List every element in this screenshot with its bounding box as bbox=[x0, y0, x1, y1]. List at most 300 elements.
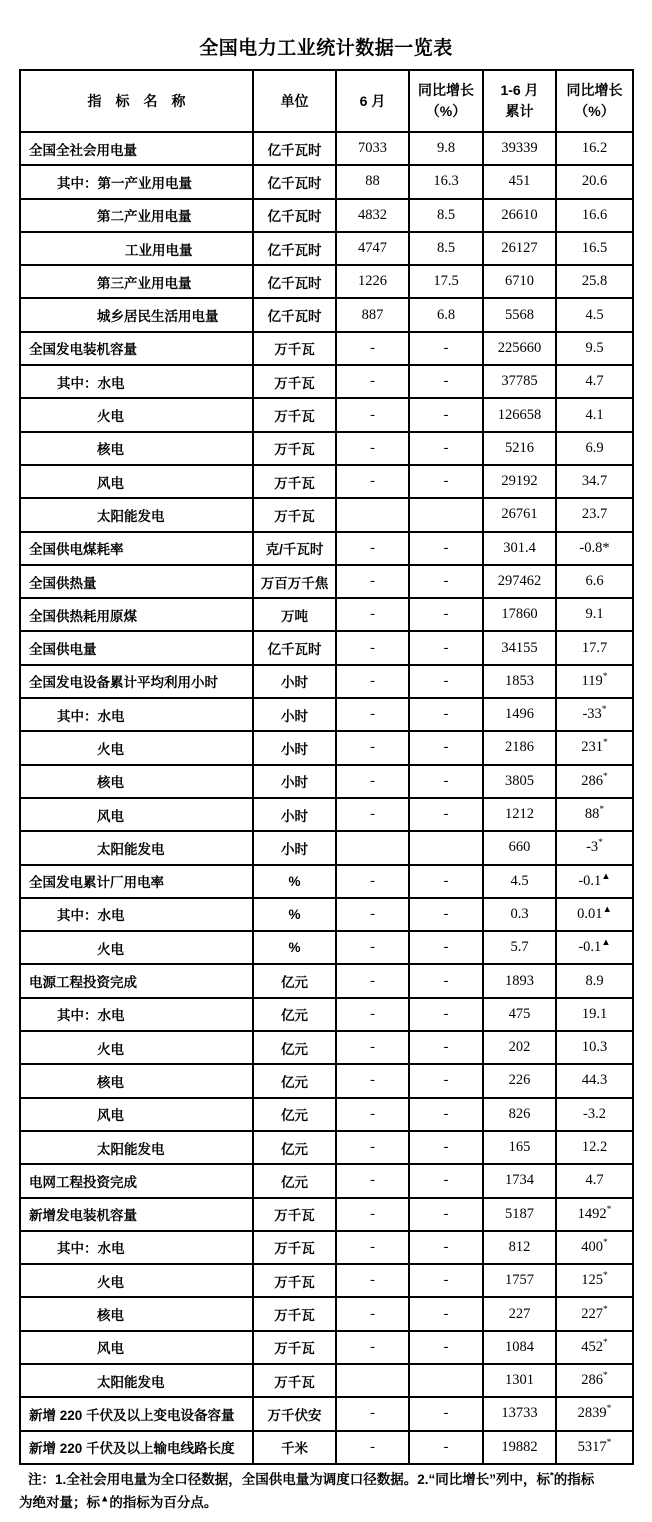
june-value-cell: - bbox=[336, 1131, 409, 1164]
june-yoy-cell: - bbox=[409, 1031, 483, 1064]
june-yoy-cell: - bbox=[409, 898, 483, 931]
yoy-marker: * bbox=[603, 771, 608, 782]
cumulative-value-cell: 1734 bbox=[483, 1164, 556, 1197]
indicator-cell: 全国全社会用电量 bbox=[20, 132, 253, 165]
june-value-cell bbox=[336, 498, 409, 531]
cumulative-value-cell: 165 bbox=[483, 1131, 556, 1164]
table-row bbox=[20, 831, 633, 864]
table-row bbox=[20, 1431, 633, 1464]
indicator-cell: 工业用电量 bbox=[20, 232, 253, 265]
cumulative-value-cell: 6710 bbox=[483, 265, 556, 298]
indicator-cell: 全国供电量 bbox=[20, 631, 253, 664]
indicator-cell: 太阳能发电 bbox=[20, 831, 253, 864]
unit-cell: 亿千瓦时 bbox=[253, 232, 336, 265]
unit-cell: 亿元 bbox=[253, 1131, 336, 1164]
table-row bbox=[20, 298, 633, 331]
june-value-cell: - bbox=[336, 532, 409, 565]
cumulative-yoy-cell: 12.2 bbox=[556, 1131, 633, 1164]
table-row bbox=[20, 998, 633, 1031]
unit-cell: % bbox=[253, 865, 336, 898]
unit-cell: 万百万千焦 bbox=[253, 565, 336, 598]
june-value-cell: - bbox=[336, 1031, 409, 1064]
indicator-cell: 核电 bbox=[20, 765, 253, 798]
yoy-marker: ▲ bbox=[601, 938, 611, 949]
indicator-cell: 其中：水电 bbox=[20, 998, 253, 1031]
indicator-cell: 第三产业用电量 bbox=[20, 265, 253, 298]
june-yoy-cell: - bbox=[409, 532, 483, 565]
june-yoy-cell: - bbox=[409, 998, 483, 1031]
table-row bbox=[20, 1231, 633, 1264]
june-value-cell: 88 bbox=[336, 165, 409, 198]
unit-cell: 亿千瓦时 bbox=[253, 165, 336, 198]
header-cumulative-yoy bbox=[556, 70, 633, 132]
table-row bbox=[20, 865, 633, 898]
indicator-cell: 其中：水电 bbox=[20, 898, 253, 931]
table-row bbox=[20, 1131, 633, 1164]
cumulative-value-cell: 19882 bbox=[483, 1431, 556, 1464]
indicator-cell: 新增发电装机容量 bbox=[20, 1198, 253, 1231]
table-row bbox=[20, 465, 633, 498]
unit-cell: 亿千瓦时 bbox=[253, 265, 336, 298]
june-value-cell: - bbox=[336, 731, 409, 764]
june-yoy-cell: - bbox=[409, 731, 483, 764]
june-yoy-cell: - bbox=[409, 1331, 483, 1364]
cumulative-yoy-cell: 1492* bbox=[556, 1198, 633, 1231]
yoy-marker: * bbox=[599, 805, 605, 816]
unit-cell: 万千伏安 bbox=[253, 1397, 336, 1430]
june-yoy-cell: 9.8 bbox=[409, 132, 483, 165]
unit-cell: 亿元 bbox=[253, 998, 336, 1031]
cumulative-value-cell: 5.7 bbox=[483, 931, 556, 964]
table-row bbox=[20, 1364, 633, 1397]
june-value-cell: - bbox=[336, 631, 409, 664]
header-cumulative-yoy-line1: 同比增长 bbox=[566, 82, 623, 98]
june-yoy-cell: - bbox=[409, 631, 483, 664]
header-cumulative-line1: 1-6 月 bbox=[500, 82, 539, 98]
unit-cell: 万千瓦 bbox=[253, 398, 336, 431]
cumulative-value-cell: 226 bbox=[483, 1064, 556, 1097]
table-row bbox=[20, 898, 633, 931]
june-value-cell: 4832 bbox=[336, 199, 409, 232]
cumulative-yoy-cell: 25.8 bbox=[556, 265, 633, 298]
june-yoy-cell: 17.5 bbox=[409, 265, 483, 298]
table-row bbox=[20, 265, 633, 298]
june-value-cell: 4747 bbox=[336, 232, 409, 265]
yoy-marker: * bbox=[603, 1371, 608, 1382]
cumulative-value-cell: 1757 bbox=[483, 1264, 556, 1297]
cumulative-yoy-cell: 8.9 bbox=[556, 964, 633, 997]
cumulative-yoy-cell: 16.6 bbox=[556, 199, 633, 232]
cumulative-yoy-cell: 6.6 bbox=[556, 565, 633, 598]
cumulative-value-cell: 5187 bbox=[483, 1198, 556, 1231]
unit-cell: 万千瓦 bbox=[253, 498, 336, 531]
june-yoy-cell: - bbox=[409, 565, 483, 598]
unit-cell: 克/千瓦时 bbox=[253, 532, 336, 565]
indicator-cell: 新增 220 千伏及以上输电线路长度 bbox=[20, 1431, 253, 1464]
indicator-cell: 风电 bbox=[20, 1331, 253, 1364]
cumulative-value-cell: 227 bbox=[483, 1297, 556, 1330]
june-value-cell: - bbox=[336, 1164, 409, 1197]
june-value-cell: - bbox=[336, 1297, 409, 1330]
cumulative-yoy-cell: 4.7 bbox=[556, 1164, 633, 1197]
june-yoy-cell: - bbox=[409, 465, 483, 498]
june-value-cell: - bbox=[336, 432, 409, 465]
cumulative-value-cell: 1084 bbox=[483, 1331, 556, 1364]
cumulative-yoy-cell: 227* bbox=[556, 1297, 633, 1330]
june-yoy-cell bbox=[409, 1364, 483, 1397]
indicator-cell: 电源工程投资完成 bbox=[20, 964, 253, 997]
cumulative-yoy-cell: 0.01▲ bbox=[556, 898, 633, 931]
table-row bbox=[20, 232, 633, 265]
cumulative-yoy-cell: -3.2 bbox=[556, 1098, 633, 1131]
unit-cell: 万千瓦 bbox=[253, 1198, 336, 1231]
cumulative-yoy-cell: 4.5 bbox=[556, 298, 633, 331]
june-yoy-cell: 16.3 bbox=[409, 165, 483, 198]
june-yoy-cell: 8.5 bbox=[409, 199, 483, 232]
cumulative-value-cell: 4.5 bbox=[483, 865, 556, 898]
june-value-cell: - bbox=[336, 798, 409, 831]
june-yoy-cell: - bbox=[409, 1131, 483, 1164]
cumulative-yoy-cell: 125* bbox=[556, 1264, 633, 1297]
indicator-cell: 火电 bbox=[20, 1264, 253, 1297]
unit-cell: 万千瓦 bbox=[253, 1297, 336, 1330]
cumulative-value-cell: 1212 bbox=[483, 798, 556, 831]
june-yoy-cell: 8.5 bbox=[409, 232, 483, 265]
table-row bbox=[20, 1098, 633, 1131]
table-header bbox=[20, 70, 633, 132]
june-value-cell: - bbox=[336, 1231, 409, 1264]
table-row bbox=[20, 432, 633, 465]
indicator-cell: 其中：第一产业用电量 bbox=[20, 165, 253, 198]
unit-cell: 小时 bbox=[253, 798, 336, 831]
cumulative-yoy-cell: 34.7 bbox=[556, 465, 633, 498]
cumulative-yoy-cell: 19.1 bbox=[556, 998, 633, 1031]
june-value-cell: - bbox=[336, 665, 409, 698]
indicator-cell: 火电 bbox=[20, 931, 253, 964]
indicator-cell: 全国供热耗用原煤 bbox=[20, 598, 253, 631]
cumulative-value-cell: 26610 bbox=[483, 199, 556, 232]
june-yoy-cell: - bbox=[409, 1264, 483, 1297]
june-yoy-cell: - bbox=[409, 1198, 483, 1231]
unit-cell: 万千瓦 bbox=[253, 1364, 336, 1397]
cumulative-yoy-cell: 20.6 bbox=[556, 165, 633, 198]
unit-cell: 万千瓦 bbox=[253, 432, 336, 465]
indicator-cell: 太阳能发电 bbox=[20, 1364, 253, 1397]
indicator-cell: 第二产业用电量 bbox=[20, 199, 253, 232]
indicator-cell: 火电 bbox=[20, 398, 253, 431]
june-value-cell: - bbox=[336, 398, 409, 431]
unit-cell: 万千瓦 bbox=[253, 1231, 336, 1264]
yoy-marker: * bbox=[603, 738, 608, 749]
footnote-marker: ▲ bbox=[100, 1493, 110, 1505]
cumulative-yoy-cell: 5317* bbox=[556, 1431, 633, 1464]
indicator-cell: 其中：水电 bbox=[20, 365, 253, 398]
table-row bbox=[20, 598, 633, 631]
table-row bbox=[20, 1031, 633, 1064]
june-yoy-cell: - bbox=[409, 665, 483, 698]
cumulative-value-cell: 1893 bbox=[483, 964, 556, 997]
yoy-marker: * bbox=[601, 705, 607, 716]
june-value-cell: - bbox=[336, 598, 409, 631]
indicator-cell: 风电 bbox=[20, 1098, 253, 1131]
table-row bbox=[20, 798, 633, 831]
unit-cell: 亿元 bbox=[253, 1031, 336, 1064]
header-june: 6 月 bbox=[336, 70, 409, 132]
cumulative-value-cell: 39339 bbox=[483, 132, 556, 165]
june-value-cell: - bbox=[336, 865, 409, 898]
cumulative-yoy-cell: 44.3 bbox=[556, 1064, 633, 1097]
june-value-cell: - bbox=[336, 1198, 409, 1231]
unit-cell: 千米 bbox=[253, 1431, 336, 1464]
table-row bbox=[20, 132, 633, 165]
unit-cell: 万千瓦 bbox=[253, 1331, 336, 1364]
cumulative-yoy-cell: 9.1 bbox=[556, 598, 633, 631]
cumulative-yoy-cell: 16.2 bbox=[556, 132, 633, 165]
table-row bbox=[20, 1331, 633, 1364]
table-row bbox=[20, 765, 633, 798]
june-value-cell: - bbox=[336, 765, 409, 798]
cumulative-value-cell: 13733 bbox=[483, 1397, 556, 1430]
unit-cell: 万千瓦 bbox=[253, 332, 336, 365]
june-value-cell: - bbox=[336, 1064, 409, 1097]
indicator-cell: 其中：水电 bbox=[20, 1231, 253, 1264]
cumulative-value-cell: 34155 bbox=[483, 631, 556, 664]
table-row bbox=[20, 931, 633, 964]
june-yoy-cell: - bbox=[409, 598, 483, 631]
unit-cell: 万千瓦 bbox=[253, 365, 336, 398]
cumulative-value-cell: 451 bbox=[483, 165, 556, 198]
yoy-marker: * bbox=[602, 672, 608, 683]
indicator-cell: 核电 bbox=[20, 1297, 253, 1330]
june-value-cell: 7033 bbox=[336, 132, 409, 165]
june-yoy-cell: - bbox=[409, 1231, 483, 1264]
cumulative-value-cell: 1301 bbox=[483, 1364, 556, 1397]
yoy-marker: * bbox=[598, 838, 603, 849]
table-row bbox=[20, 365, 633, 398]
unit-cell: 亿元 bbox=[253, 964, 336, 997]
table-row bbox=[20, 1198, 633, 1231]
cumulative-value-cell: 26127 bbox=[483, 232, 556, 265]
june-value-cell: - bbox=[336, 565, 409, 598]
table-row bbox=[20, 199, 633, 232]
table-row bbox=[20, 631, 633, 664]
header-june-yoy-line2: （%） bbox=[425, 103, 467, 119]
indicator-cell: 全国供热量 bbox=[20, 565, 253, 598]
cumulative-yoy-cell: -0.8* bbox=[556, 532, 633, 565]
june-value-cell: - bbox=[336, 1431, 409, 1464]
june-yoy-cell: - bbox=[409, 964, 483, 997]
statistics-table bbox=[19, 69, 634, 1465]
cumulative-value-cell: 1853 bbox=[483, 665, 556, 698]
june-yoy-cell: - bbox=[409, 1297, 483, 1330]
yoy-marker: * bbox=[603, 1338, 608, 1348]
header-june-yoy-line1: 同比增长 bbox=[418, 82, 474, 98]
cumulative-value-cell: 301.4 bbox=[483, 532, 556, 565]
cumulative-yoy-cell: 23.7 bbox=[556, 498, 633, 531]
table-row bbox=[20, 698, 633, 731]
yoy-marker: ▲ bbox=[601, 871, 611, 882]
june-yoy-cell: - bbox=[409, 398, 483, 431]
unit-cell: 亿元 bbox=[253, 1098, 336, 1131]
table-row bbox=[20, 565, 633, 598]
june-yoy-cell: - bbox=[409, 332, 483, 365]
unit-cell: 万千瓦 bbox=[253, 1264, 336, 1297]
yoy-marker: * bbox=[603, 1304, 608, 1315]
june-yoy-cell: - bbox=[409, 698, 483, 731]
unit-cell: 小时 bbox=[253, 665, 336, 698]
header-unit: 单位 bbox=[253, 70, 336, 132]
cumulative-yoy-cell: 400* bbox=[556, 1231, 633, 1264]
indicator-cell: 城乡居民生活用电量 bbox=[20, 298, 253, 331]
june-yoy-cell bbox=[409, 831, 483, 864]
june-yoy-cell: - bbox=[409, 1064, 483, 1097]
yoy-marker: ▲ bbox=[602, 905, 612, 916]
cumulative-value-cell: 0.3 bbox=[483, 898, 556, 931]
indicator-cell: 风电 bbox=[20, 465, 253, 498]
unit-cell: % bbox=[253, 931, 336, 964]
unit-cell: 亿元 bbox=[253, 1064, 336, 1097]
june-value-cell: - bbox=[336, 998, 409, 1031]
june-yoy-cell: - bbox=[409, 931, 483, 964]
footnote-marker: * bbox=[550, 1470, 554, 1482]
june-value-cell: 887 bbox=[336, 298, 409, 331]
table-row bbox=[20, 1397, 633, 1430]
unit-cell: 亿千瓦时 bbox=[253, 132, 336, 165]
cumulative-yoy-cell: 286* bbox=[556, 1364, 633, 1397]
cumulative-yoy-cell: 10.3 bbox=[556, 1031, 633, 1064]
cumulative-yoy-cell: 2839* bbox=[556, 1397, 633, 1430]
cumulative-yoy-cell: -33* bbox=[556, 698, 633, 731]
indicator-cell: 风电 bbox=[20, 798, 253, 831]
cumulative-yoy-cell: 17.7 bbox=[556, 631, 633, 664]
cumulative-value-cell: 17860 bbox=[483, 598, 556, 631]
unit-cell: 小时 bbox=[253, 831, 336, 864]
indicator-cell: 核电 bbox=[20, 1064, 253, 1097]
june-value-cell: - bbox=[336, 898, 409, 931]
table-row bbox=[20, 1264, 633, 1297]
yoy-marker: * bbox=[603, 1271, 608, 1282]
indicator-cell: 火电 bbox=[20, 1031, 253, 1064]
yoy-marker: * bbox=[606, 1204, 612, 1215]
cumulative-value-cell: 5568 bbox=[483, 298, 556, 331]
june-yoy-cell: 6.8 bbox=[409, 298, 483, 331]
june-value-cell: 1226 bbox=[336, 265, 409, 298]
cumulative-value-cell: 1496 bbox=[483, 698, 556, 731]
june-yoy-cell: - bbox=[409, 865, 483, 898]
cumulative-value-cell: 2186 bbox=[483, 731, 556, 764]
cumulative-yoy-cell: 16.5 bbox=[556, 232, 633, 265]
june-value-cell bbox=[336, 831, 409, 864]
unit-cell: 小时 bbox=[253, 698, 336, 731]
cumulative-yoy-cell: 119* bbox=[556, 665, 633, 698]
table-body bbox=[20, 132, 633, 1464]
table-row bbox=[20, 1164, 633, 1197]
cumulative-value-cell: 812 bbox=[483, 1231, 556, 1264]
yoy-marker: * bbox=[606, 1404, 612, 1415]
cumulative-yoy-cell: 6.9 bbox=[556, 432, 633, 465]
cumulative-value-cell: 5216 bbox=[483, 432, 556, 465]
cumulative-yoy-cell: 286* bbox=[556, 765, 633, 798]
june-value-cell: - bbox=[336, 1397, 409, 1430]
indicator-cell: 火电 bbox=[20, 731, 253, 764]
cumulative-value-cell: 26761 bbox=[483, 498, 556, 531]
indicator-cell: 全国发电装机容量 bbox=[20, 332, 253, 365]
indicator-cell: 新增 220 千伏及以上变电设备容量 bbox=[20, 1397, 253, 1430]
unit-cell: 万千瓦 bbox=[253, 465, 336, 498]
cumulative-value-cell: 202 bbox=[483, 1031, 556, 1064]
indicator-cell: 其中：水电 bbox=[20, 698, 253, 731]
june-value-cell: - bbox=[336, 698, 409, 731]
cumulative-value-cell: 3805 bbox=[483, 765, 556, 798]
cumulative-yoy-cell: 9.5 bbox=[556, 332, 633, 365]
june-yoy-cell: - bbox=[409, 1098, 483, 1131]
header-june-yoy bbox=[409, 70, 483, 132]
table-row bbox=[20, 165, 633, 198]
cumulative-value-cell: 126658 bbox=[483, 398, 556, 431]
document-title: 全国电力工业统计数据一览表 bbox=[199, 38, 453, 59]
june-value-cell: - bbox=[336, 1331, 409, 1364]
indicator-cell: 全国发电累计厂用电率 bbox=[20, 865, 253, 898]
table-row bbox=[20, 1297, 633, 1330]
cumulative-yoy-cell: -0.1▲ bbox=[556, 931, 633, 964]
table-row bbox=[20, 332, 633, 365]
june-yoy-cell: - bbox=[409, 432, 483, 465]
june-yoy-cell: - bbox=[409, 1164, 483, 1197]
table-row bbox=[20, 532, 633, 565]
cumulative-yoy-cell: -0.1▲ bbox=[556, 865, 633, 898]
cumulative-value-cell: 660 bbox=[483, 831, 556, 864]
june-value-cell: - bbox=[336, 365, 409, 398]
table-row bbox=[20, 1064, 633, 1097]
header-indicator-name: 指 标 名 称 bbox=[20, 70, 253, 132]
cumulative-yoy-cell: 231* bbox=[556, 731, 633, 764]
header-cumulative-line2: 累计 bbox=[505, 103, 534, 119]
unit-cell: % bbox=[253, 898, 336, 931]
june-value-cell: - bbox=[336, 931, 409, 964]
yoy-marker: * bbox=[603, 1238, 608, 1249]
indicator-cell: 太阳能发电 bbox=[20, 1131, 253, 1164]
header-cumulative bbox=[483, 70, 556, 132]
cumulative-yoy-cell: 88* bbox=[556, 798, 633, 831]
table-row bbox=[20, 398, 633, 431]
indicator-cell: 全国发电设备累计平均利用小时 bbox=[20, 665, 253, 698]
unit-cell: 亿千瓦时 bbox=[253, 631, 336, 664]
june-value-cell: - bbox=[336, 964, 409, 997]
june-value-cell bbox=[336, 1364, 409, 1397]
june-value-cell: - bbox=[336, 465, 409, 498]
cumulative-yoy-cell: 4.7 bbox=[556, 365, 633, 398]
unit-cell: 亿元 bbox=[253, 1164, 336, 1197]
cumulative-value-cell: 475 bbox=[483, 998, 556, 1031]
june-yoy-cell: - bbox=[409, 1397, 483, 1430]
indicator-cell: 太阳能发电 bbox=[20, 498, 253, 531]
june-value-cell: - bbox=[336, 1264, 409, 1297]
header-row bbox=[20, 70, 633, 132]
yoy-marker: * bbox=[606, 1437, 612, 1448]
table-row bbox=[20, 498, 633, 531]
indicator-cell: 电网工程投资完成 bbox=[20, 1164, 253, 1197]
cumulative-value-cell: 29192 bbox=[483, 465, 556, 498]
unit-cell: 万吨 bbox=[253, 598, 336, 631]
footnote: 注：1.全社会用电量为全口径数据，全国供电量为调度口径数据。2.“同比增长”列中，标*的指标 为绝对量；标▲的指标为百分点。 bbox=[19, 1470, 595, 1510]
cumulative-value-cell: 225660 bbox=[483, 332, 556, 365]
june-value-cell: - bbox=[336, 1098, 409, 1131]
indicator-cell: 全国供电煤耗率 bbox=[20, 532, 253, 565]
june-yoy-cell: - bbox=[409, 798, 483, 831]
june-yoy-cell: - bbox=[409, 365, 483, 398]
cumulative-value-cell: 297462 bbox=[483, 565, 556, 598]
cumulative-yoy-cell: 452* bbox=[556, 1331, 633, 1364]
